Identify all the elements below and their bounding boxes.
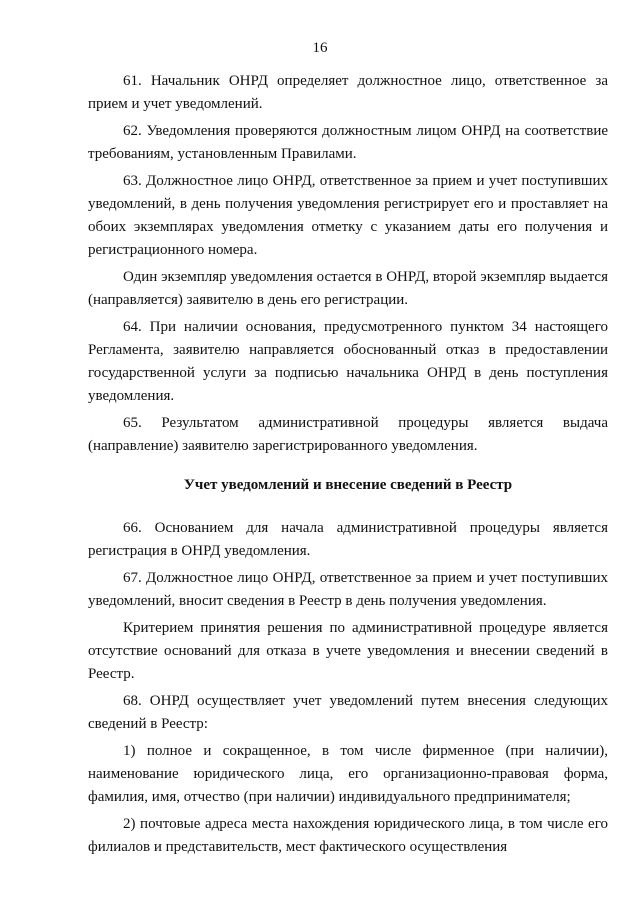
- paragraph-62: 62. Уведомления проверяются должностным лицом ОНРД на соответствие требованиям, установленным Правилами.: [88, 123, 608, 162]
- paragraph-63: 63. Должностное лицо ОНРД, ответственное за прием и учет поступивших уведомлений, в день получения уведомления регистрирует его и проставляет на обоих экземплярах уведомления отметку с указанием даты его получения и регистрационного номера.: [88, 173, 608, 258]
- paragraph-66: 66. Основанием для начала административной процедуры является регистрация в ОНРД уведомления.: [88, 520, 608, 559]
- paragraph-63-copy: Один экземпляр уведомления остается в ОНРД, второй экземпляр выдается (направляется) заявителю в день его регистрации.: [88, 269, 608, 308]
- document-body: [88, 70, 608, 863]
- paragraph-67-criterion: Критерием принятия решения по административной процедуре является отсутствие оснований для отказа в учете уведомления и внесении сведений в Реестр.: [88, 620, 608, 682]
- paragraph-61: 61. Начальник ОНРД определяет должностное лицо, ответственное за прием и учет уведомлений.: [88, 73, 608, 112]
- section-heading: Учет уведомлений и внесение сведений в Реестр: [183, 477, 513, 493]
- paragraph-67: 67. Должностное лицо ОНРД, ответственное за прием и учет поступивших уведомлений, вносит сведения в Реестр в день получения уведомления.: [88, 570, 608, 609]
- paragraph-68: 68. ОНРД осуществляет учет уведомлений путем внесения следующих сведений в Реестр:: [88, 693, 608, 732]
- paragraph-65: 65. Результатом административной процедуры является выдача (направление) заявителю зарегистрированного уведомления.: [88, 415, 608, 454]
- page-number: 16: [312, 40, 328, 56]
- paragraph-68-item-2: 2) почтовые адреса места нахождения юридического лица, в том числе его филиалов и представительств, мест фактического осуществления: [88, 816, 608, 855]
- paragraph-64: 64. При наличии основания, предусмотренного пунктом 34 настоящего Регламента, заявителю направляется обоснованный отказ в предоставлении государственной услуги за подписью начальника ОНРД в день поступления уведомления.: [88, 319, 608, 404]
- paragraph-68-item-1: 1) полное и сокращенное, в том числе фирменное (при наличии), наименование юридического лица, его организационно-правовая форма, фамилия, имя, отчество (при наличии) индивидуального предпринимателя;: [88, 743, 608, 805]
